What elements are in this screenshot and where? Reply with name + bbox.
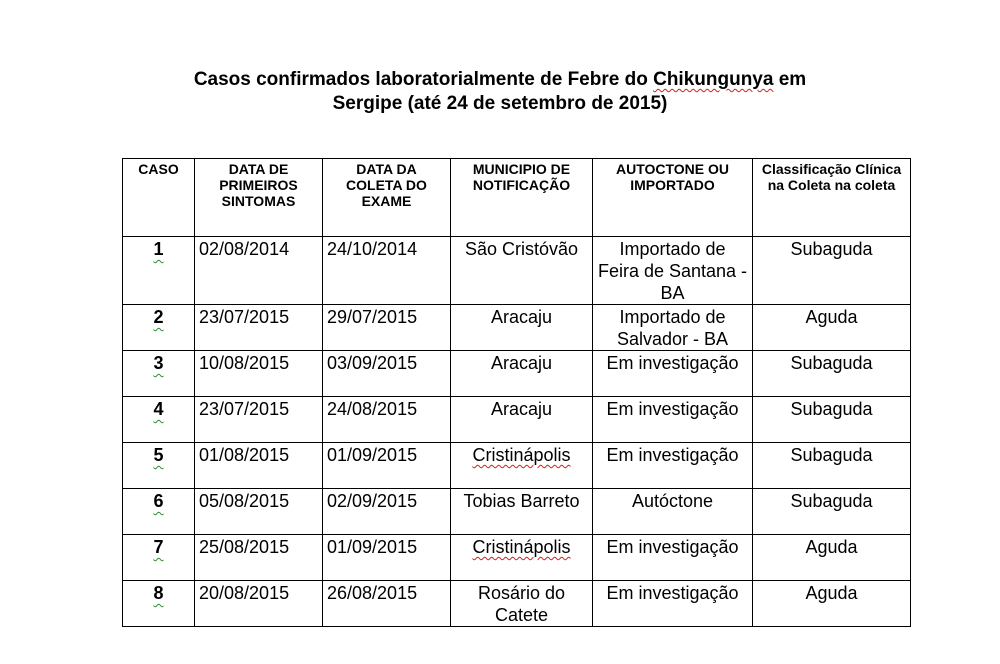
table-row (123, 489, 911, 535)
cell-origem: Em investigação (593, 397, 753, 443)
cell-classificacao: Subaguda (753, 351, 911, 397)
caso-number: 5 (153, 445, 164, 465)
table-row (123, 237, 911, 305)
cell-classificacao: Subaguda (753, 489, 911, 535)
cell-data-coleta: 24/08/2015 (323, 397, 451, 443)
cell-data-sintomas: 23/07/2015 (195, 397, 323, 443)
cell-data-coleta: 26/08/2015 (323, 581, 451, 627)
cell-origem: Em investigação (593, 443, 753, 489)
cell-data-sintomas: 23/07/2015 (195, 305, 323, 351)
cell-classificacao: Subaguda (753, 397, 911, 443)
cell-origem: Em investigação (593, 535, 753, 581)
table-row (123, 305, 911, 351)
caso-number: 3 (153, 353, 164, 373)
table-row (123, 397, 911, 443)
header-autoctone-importado: AUTOCTONE OU IMPORTADO (593, 159, 753, 237)
caso-number: 8 (153, 583, 164, 603)
cell-caso (123, 443, 195, 489)
table-row (123, 535, 911, 581)
cell-classificacao: Subaguda (753, 237, 911, 305)
cell-data-coleta: 03/09/2015 (323, 351, 451, 397)
table-row (123, 351, 911, 397)
cell-origem: Em investigação (593, 351, 753, 397)
cell-data-sintomas: 20/08/2015 (195, 581, 323, 627)
cell-origem: Importado de Feira de Santana - BA (593, 237, 753, 305)
title-line-2: Sergipe (até 24 de setembro de 2015) (332, 93, 668, 114)
table-row (123, 581, 911, 627)
cell-municipio: Tobias Barreto (451, 489, 593, 535)
cell-municipio: Aracaju (451, 351, 593, 397)
title-line-1-end: em (773, 69, 807, 90)
table-header-row (123, 159, 911, 237)
title-line-1-start: Casos confirmados laboratorialmente de Febre do (193, 69, 654, 90)
cell-data-coleta: 02/09/2015 (323, 489, 451, 535)
cell-municipio: Aracaju (451, 305, 593, 351)
document-title (0, 68, 1000, 116)
header-data-coleta: DATA DA COLETA DO EXAME (323, 159, 451, 237)
caso-number: 4 (153, 399, 164, 419)
cell-caso (123, 581, 195, 627)
cell-data-sintomas: 02/08/2014 (195, 237, 323, 305)
cell-caso (123, 351, 195, 397)
cell-data-sintomas: 05/08/2015 (195, 489, 323, 535)
cases-table (122, 158, 911, 627)
cell-data-coleta: 01/09/2015 (323, 535, 451, 581)
cell-caso (123, 305, 195, 351)
title-line-1 (0, 68, 1000, 92)
caso-number: 1 (153, 239, 164, 259)
cell-origem: Em investigação (593, 581, 753, 627)
caso-number: 6 (153, 491, 164, 511)
cell-municipio (451, 443, 593, 489)
municipio-name: Cristinápolis (472, 445, 571, 465)
cell-origem: Importado de Salvador - BA (593, 305, 753, 351)
caso-number: 7 (153, 537, 164, 557)
cell-data-sintomas: 01/08/2015 (195, 443, 323, 489)
caso-number: 2 (153, 307, 164, 327)
cell-municipio (451, 535, 593, 581)
cell-classificacao: Subaguda (753, 443, 911, 489)
cell-classificacao: Aguda (753, 305, 911, 351)
header-caso: CASO (123, 159, 195, 237)
cell-caso (123, 237, 195, 305)
cell-caso (123, 397, 195, 443)
cell-municipio: Rosário do Catete (451, 581, 593, 627)
cell-data-coleta: 29/07/2015 (323, 305, 451, 351)
header-data-sintomas: DATA DE PRIMEIROS SINTOMAS (195, 159, 323, 237)
table-row (123, 443, 911, 489)
cell-classificacao: Aguda (753, 535, 911, 581)
cell-classificacao: Aguda (753, 581, 911, 627)
cell-data-sintomas: 10/08/2015 (195, 351, 323, 397)
cell-municipio: Aracaju (451, 397, 593, 443)
cell-origem: Autóctone (593, 489, 753, 535)
cell-data-sintomas: 25/08/2015 (195, 535, 323, 581)
cell-caso (123, 489, 195, 535)
header-classificacao: Classificação Clínica na Coleta na coleta (753, 159, 911, 237)
title-word-chikungunya: Chikungunya (653, 69, 774, 90)
municipio-name: Cristinápolis (472, 537, 571, 557)
cell-caso (123, 535, 195, 581)
header-municipio: MUNICIPIO DE NOTIFICAÇÃO (451, 159, 593, 237)
cell-data-coleta: 01/09/2015 (323, 443, 451, 489)
cell-municipio: São Cristóvão (451, 237, 593, 305)
cell-data-coleta: 24/10/2014 (323, 237, 451, 305)
